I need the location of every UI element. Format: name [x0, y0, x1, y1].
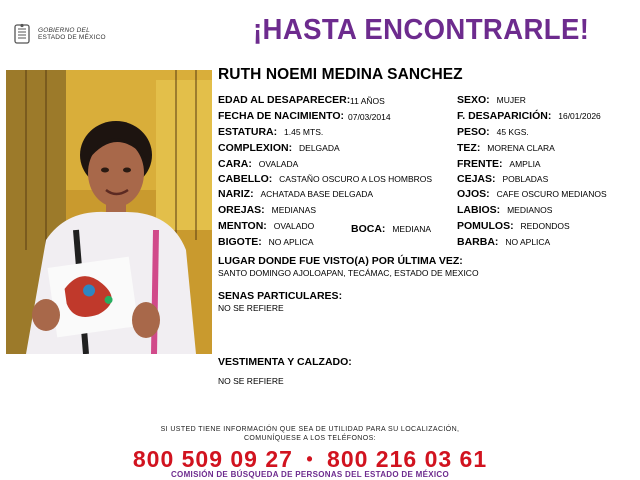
field-complexion — [218, 142, 340, 154]
field-value: MEDIANA — [392, 224, 432, 234]
field-label: FECHA DE NACIMIENTO: — [218, 110, 344, 122]
field-value: CAFE OSCURO MEDIANOS — [496, 189, 607, 199]
field-label: BARBA: — [457, 236, 499, 248]
field-nariz — [218, 188, 373, 200]
field-label: OJOS: — [457, 188, 490, 200]
field-label: CARA: — [218, 158, 252, 170]
field-value: 1.45 MTS. — [284, 127, 324, 137]
logo-line-1: GOBIERNO DEL — [38, 26, 90, 34]
field-nacimiento-value: 07/03/2014 — [348, 112, 391, 122]
contact-note-line-1: SI USTED TIENE INFORMACIÓN QUE SEA DE UTILIDAD PARA SU LOCALIZACIÓN, — [160, 426, 460, 433]
field-label: SEXO: — [457, 94, 490, 106]
contact-note-line-2: COMUNÍQUESE A LOS TELÉFONOS: — [243, 435, 377, 442]
last-seen-label: LUGAR DONDE FUE VISTO(A) POR ÚLTIMA VEZ: — [218, 255, 463, 267]
field-pomulos — [457, 220, 570, 232]
field-boca — [351, 223, 431, 235]
field-menton — [218, 220, 314, 232]
phone-numbers — [0, 446, 620, 473]
commission-name: COMISIÓN DE BÚSQUEDA DE PERSONAS DEL ESTADO DE MÉXICO — [170, 470, 449, 479]
field-ojos — [457, 188, 607, 200]
field-cejas — [457, 173, 548, 185]
government-logo — [12, 22, 106, 46]
last-seen-value: SANTO DOMINGO AJOLOAPAN, TECÁMAC, ESTADO DE MEXICO — [218, 268, 479, 278]
field-label: CEJAS: — [457, 173, 496, 185]
headline: ¡HASTA ENCONTRARLE! — [253, 14, 590, 46]
phone-separator: • — [306, 449, 314, 469]
clothing-label: VESTIMENTA Y CALZADO: — [218, 356, 352, 368]
field-value: REDONDOS — [520, 221, 570, 231]
field-desaparicion — [457, 110, 601, 122]
marks-value: NO SE REFIERE — [218, 303, 284, 313]
field-label: NARIZ: — [218, 188, 254, 200]
field-value: DELGADA — [299, 143, 340, 153]
field-label: PESO: — [457, 126, 490, 138]
field-label: POMULOS: — [457, 220, 514, 232]
field-value: POBLADAS — [502, 174, 549, 184]
field-label: FRENTE: — [457, 158, 503, 170]
phone-number-1[interactable]: 800 509 09 27 — [132, 446, 293, 472]
field-value: ACHATADA BASE DELGADA — [260, 189, 374, 199]
field-edad-value: 11 AÑOS — [350, 96, 385, 106]
field-cabello — [218, 173, 432, 185]
field-value: 16/01/2026 — [558, 111, 601, 121]
field-label: COMPLEXION: — [218, 142, 293, 154]
field-value: MEDIANAS — [271, 205, 317, 215]
field-labios — [457, 204, 552, 216]
field-value: NO APLICA — [505, 237, 551, 247]
field-label: CABELLO: — [218, 173, 273, 185]
field-nacimiento — [218, 110, 344, 122]
field-label: EDAD AL DESAPARECER: — [218, 94, 351, 106]
field-estatura — [218, 126, 323, 138]
person-name: RUTH NOEMI MEDINA SANCHEZ — [218, 66, 463, 83]
field-cara — [218, 158, 298, 170]
field-tez — [457, 142, 555, 154]
field-label: BIGOTE: — [218, 236, 262, 248]
marks-label: SENAS PARTICULARES: — [218, 290, 343, 302]
field-value: AMPLIA — [509, 159, 541, 169]
clothing-value: NO SE REFIERE — [218, 376, 284, 386]
field-peso — [457, 126, 529, 138]
government-logo-text — [38, 27, 106, 42]
field-label: MENTON: — [218, 220, 267, 232]
field-value: MEDIANOS — [507, 205, 553, 215]
field-label: F. DESAPARICIÓN: — [457, 110, 552, 122]
field-value: 45 KGS. — [496, 127, 529, 137]
field-value: OVALADO — [273, 221, 315, 231]
field-value: MORENA CLARA — [487, 143, 555, 153]
field-label: ESTATURA: — [218, 126, 278, 138]
logo-line-2: ESTADO DE MÉXICO — [38, 34, 106, 41]
field-value: CASTAÑO OSCURO A LOS HOMBROS — [279, 174, 433, 184]
contact-note — [0, 425, 620, 443]
field-bigote — [218, 236, 314, 248]
phone-number-2[interactable]: 800 216 03 61 — [327, 446, 488, 472]
field-label: BOCA: — [351, 223, 386, 235]
field-orejas — [218, 204, 316, 216]
field-label: LABIOS: — [457, 204, 501, 216]
missing-person-photo — [6, 70, 212, 354]
field-label: TEZ: — [457, 142, 481, 154]
field-edad — [218, 94, 350, 106]
field-value: MUJER — [496, 95, 526, 105]
field-value: NO APLICA — [268, 237, 314, 247]
field-value: OVALADA — [258, 159, 299, 169]
field-sexo — [457, 94, 526, 106]
state-seal-icon — [12, 23, 32, 45]
field-barba — [457, 236, 550, 248]
field-label: OREJAS: — [218, 204, 265, 216]
field-frente — [457, 158, 541, 170]
